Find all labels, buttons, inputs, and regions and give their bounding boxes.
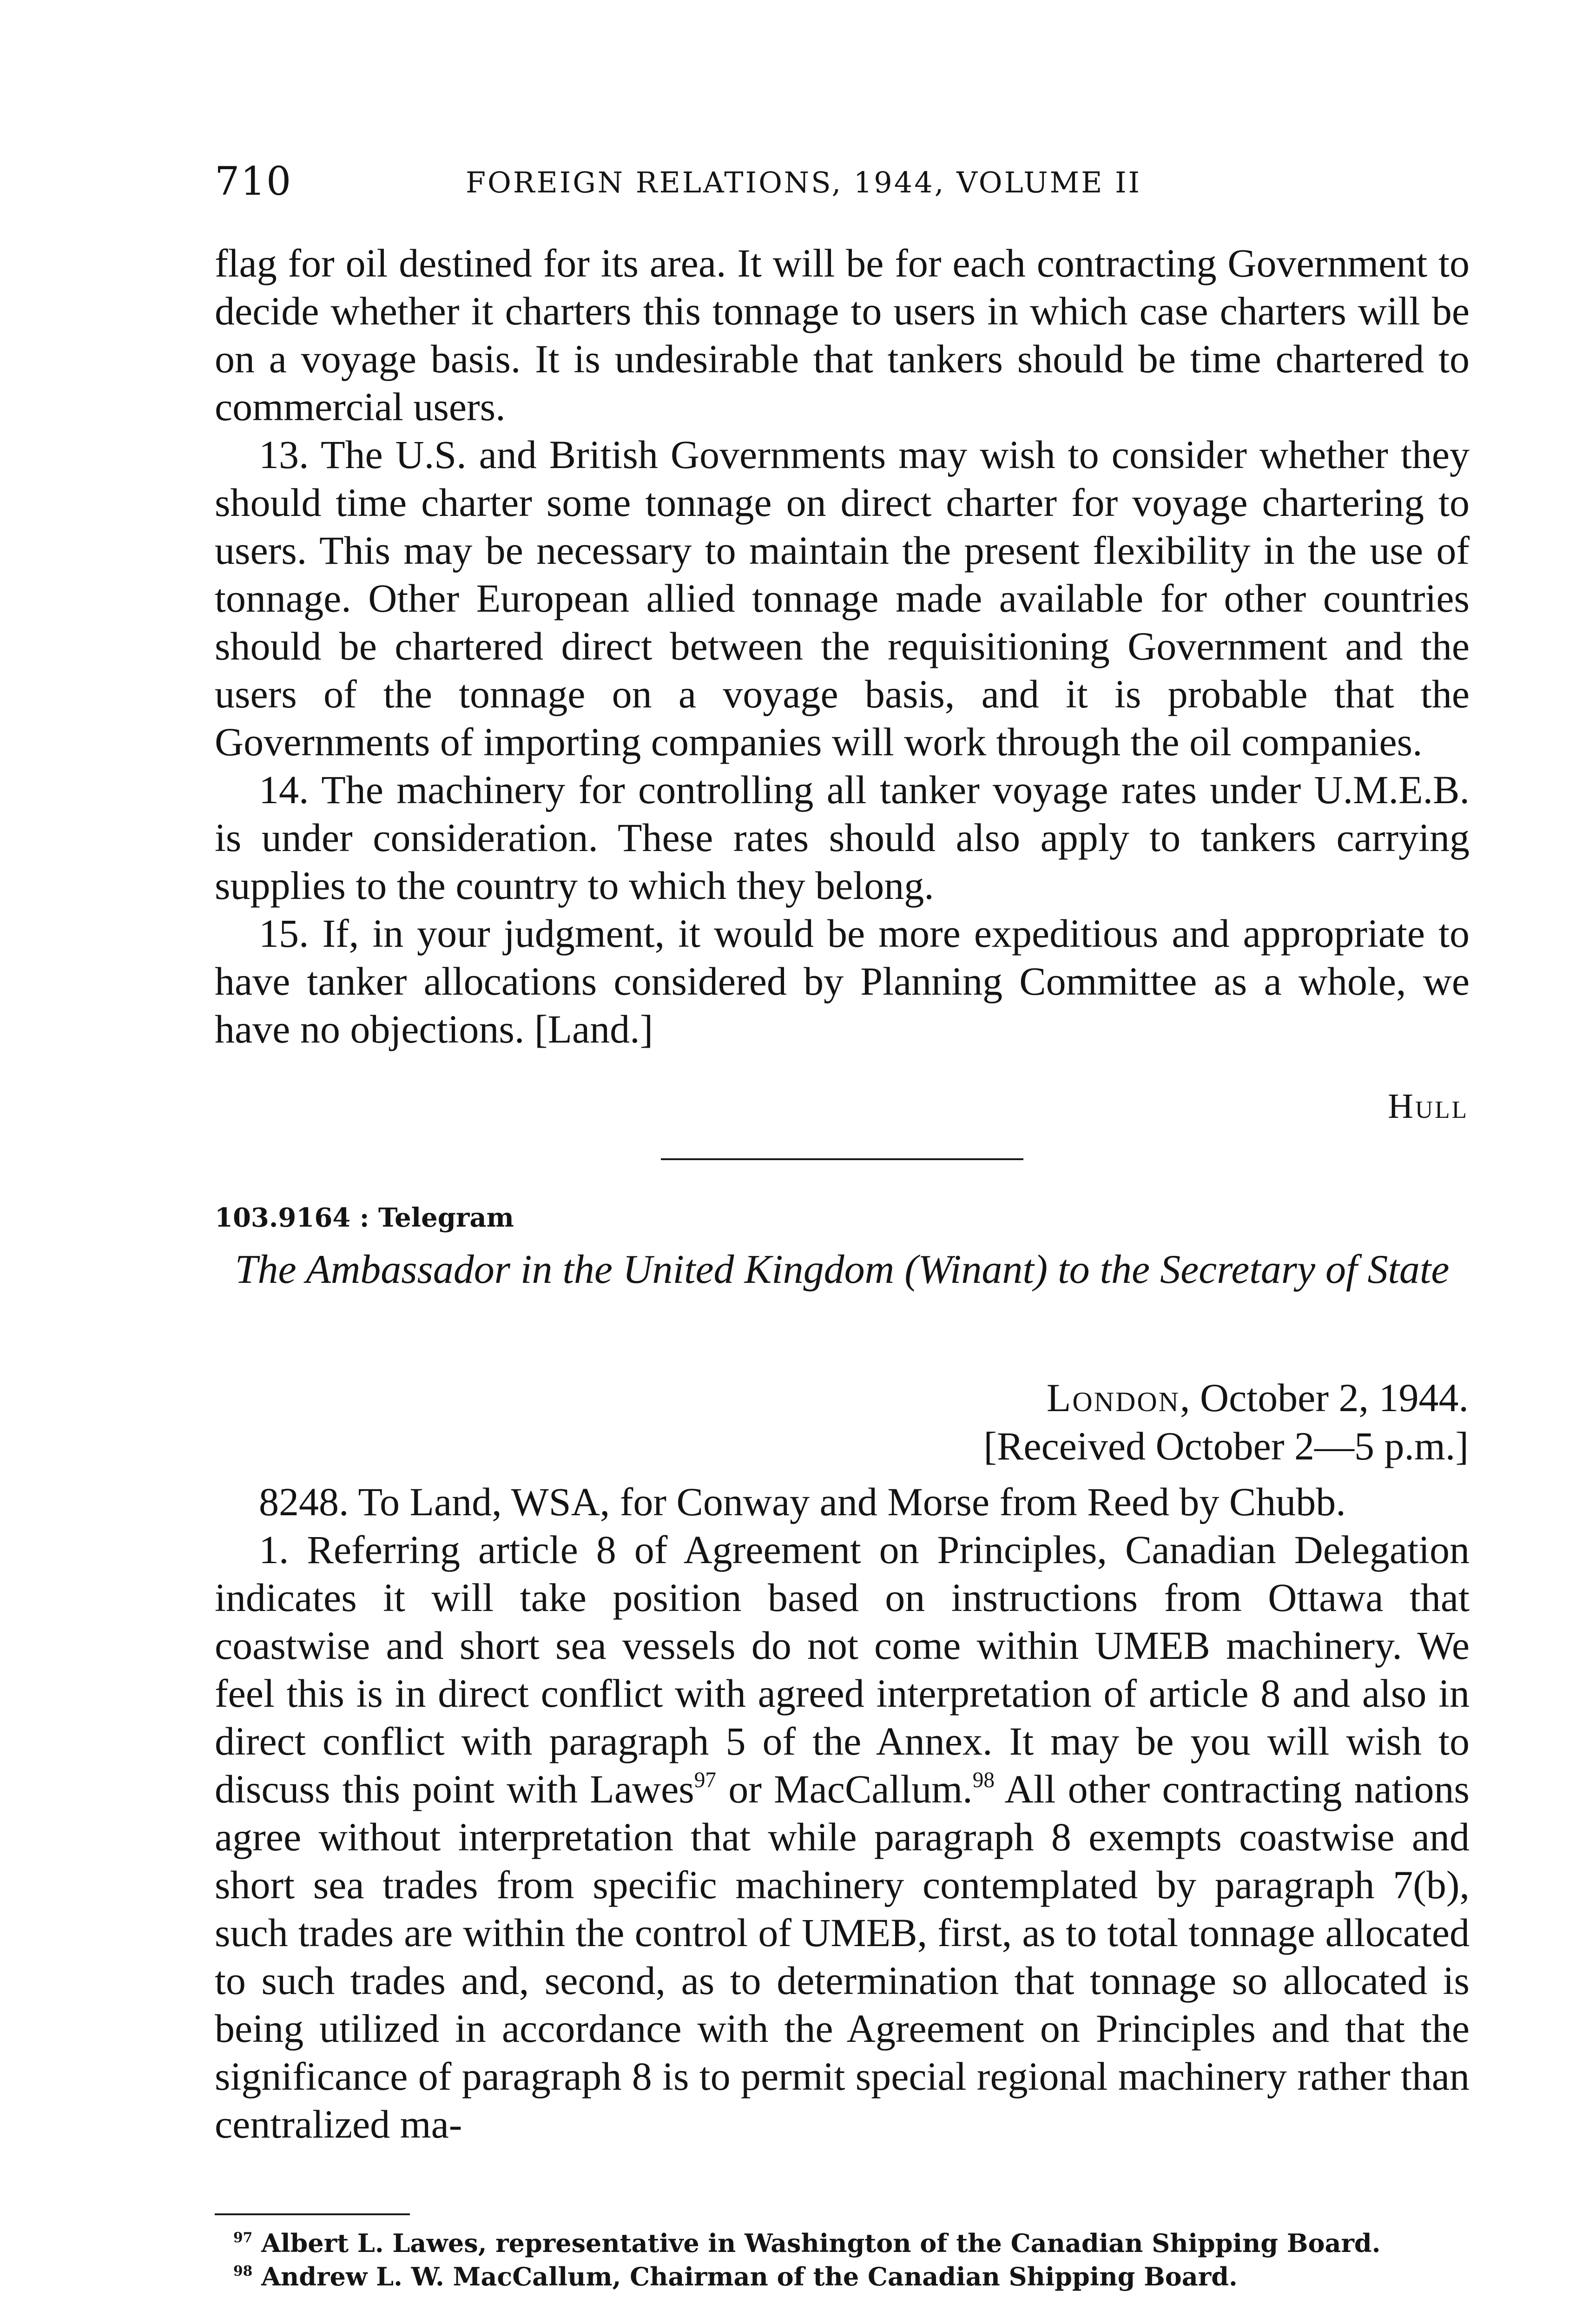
- paragraph-13: 13. The U.S. and British Governments may wish to consider whether they should time charter some tonnage on direct charter for voyage chartering to users. This may be necessary to maintain the present flexibility in the use of tonnage. Other European allied tonnage made available for other countries should be chartered direct between the requisitioning Government and the users of the tonnage on a voyage basis, and it is probable that the Governments of importing companies will work through the oil companies.: [215, 432, 1470, 764]
- paragraph-14: 14. The machinery for controlling all tanker voyage rates under U.M.E.B. is under consideration. These rates should also apply to tankers carrying supplies to the country to which they belong.: [215, 767, 1470, 908]
- section-divider: [661, 1158, 1023, 1160]
- paragraph-1-part-a: 1. Referring article 8 of Agreement on Principles, Canadian Delegation indicates it will take position based on instructions from Ottawa that coastwise and short sea vessels do not come within UMEB machinery. We feel this is in direct conflict with agreed interpretation of article 8 and also in direct conflict with paragraph 5 of the Annex. It may be you will wish to discuss this point with Lawes: [215, 1527, 1470, 1811]
- telegram-paragraph-1: [215, 1526, 1470, 2148]
- footnote: [215, 2260, 1470, 2293]
- document-title: The Ambassador in the United Kingdom (Winant) to the Secretary of State: [235, 1247, 1450, 1292]
- paragraph-1-part-c: All other contracting nations agree without interpretation that while paragraph 8 exempts coastwise and short sea trades from specific machinery contemplated by paragraph 7(b), such trades are within the control of UMEB, first, as to total tonnage allocated to such trades and, second, as to determination that tonnage so allocated is being utilized in accordance with the Agreement on Principles and that the significance of paragraph 8 is to permit special regional machinery rather than centralized ma-: [215, 1767, 1470, 2146]
- footnote-divider: [215, 2213, 410, 2215]
- page-number: 710: [215, 158, 292, 204]
- footnote-ref-98: 98: [972, 1768, 995, 1792]
- received-note: [Received October 2—5 p.m.]: [983, 1424, 1469, 1468]
- footnote-marker: 98: [233, 2263, 253, 2280]
- paragraph-15: 15. If, in your judgment, it would be more expeditious and appropriate to have tanker allocations considered by Planning Committee as a whole, we have no objections. [Land.]: [215, 911, 1470, 1051]
- file-number: 103.9164 : Telegram: [215, 1202, 514, 1233]
- footnote-marker: 97: [233, 2230, 253, 2246]
- paragraph-12-continuation: flag for oil destined for its area. It will be for each contracting Government to decide whether it charters this tonnage to users in which case charters will be on a voyage basis. It is undesirable that tankers should be time chartered to commercial users.: [215, 241, 1470, 429]
- running-head: FOREIGN RELATIONS, 1944, VOLUME II: [466, 165, 1142, 199]
- place-date: [790, 1373, 1469, 1422]
- paragraph-1-part-b: or MacCallum.: [716, 1767, 973, 1811]
- place: London: [1046, 1375, 1180, 1420]
- page-header: [215, 153, 1330, 209]
- signature: Hull: [1388, 1087, 1469, 1126]
- continued-text-block: [215, 239, 1470, 1053]
- footnote-text: Andrew L. W. MacCallum, Chairman of the Canadian Shipping Board.: [261, 2262, 1238, 2291]
- telegram-intro: 8248. To Land, WSA, for Conway and Morse from Reed by Chubb.: [259, 1479, 1346, 1524]
- telegram-body: [215, 1478, 1470, 2148]
- footnotes: [215, 2226, 1470, 2293]
- footnote-ref-97: 97: [694, 1768, 717, 1792]
- footnote-text: Albert L. Lawes, representative in Washington of the Canadian Shipping Board.: [261, 2228, 1381, 2258]
- date: , October 2, 1944.: [1180, 1375, 1469, 1420]
- dateline: [790, 1373, 1469, 1470]
- footnote: [215, 2226, 1470, 2260]
